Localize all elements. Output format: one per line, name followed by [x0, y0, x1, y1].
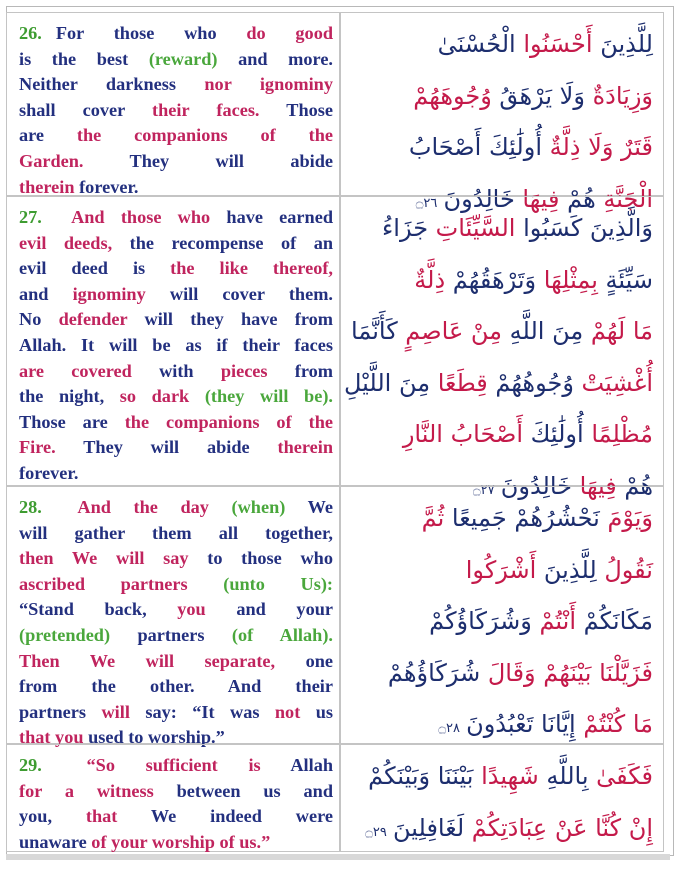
text-segment: that you	[19, 727, 84, 748]
text-segment: evil deed is	[19, 258, 171, 279]
arabic-segment: أُولَٰئِكَ	[523, 420, 584, 448]
arabic-segment: إِيَّانَا تَعْبُدُونَ	[466, 710, 576, 738]
text-segment: Allah	[260, 755, 333, 775]
text-segment: with	[159, 360, 221, 381]
english-line	[19, 779, 333, 805]
text-segment: We indeed were	[117, 806, 333, 827]
arabic-line	[351, 306, 653, 358]
text-segment: are	[19, 125, 77, 146]
text-segment: partners	[110, 624, 232, 645]
verse-number: 28.	[19, 497, 42, 517]
english-line	[19, 649, 333, 675]
arabic-segment: فَكَفَىٰ	[588, 762, 653, 790]
arabic-line	[351, 803, 653, 859]
arabic-cell-26	[341, 13, 663, 213]
text-segment: is the best	[19, 48, 149, 69]
english-line	[19, 674, 333, 700]
arabic-segment: خَالِدُونَ	[443, 184, 515, 213]
text-segment: therein	[277, 437, 333, 458]
arabic-segment: مِنَ اللَّهِ	[502, 317, 584, 345]
arabic-segment: شُرَكَاؤُهُمْ	[387, 658, 481, 687]
verse-number: 29.	[19, 755, 42, 775]
text-segment: We	[285, 497, 333, 517]
english-line	[19, 435, 333, 461]
arabic-segment: خَالِدُونَ	[500, 471, 573, 500]
text-segment: have earned	[210, 207, 333, 227]
arabic-line	[351, 596, 653, 648]
text-segment: No	[19, 309, 59, 330]
arabic-segment: أَنْتُمْ	[531, 607, 577, 635]
verse-end-marker: ۝٢٦	[415, 195, 442, 211]
arabic-line	[351, 255, 653, 307]
arabic-segment: نَقُولُ	[596, 555, 653, 584]
text-segment: so dark	[119, 386, 190, 407]
arabic-segment: عَنْ عِبَادَتِكُمْ	[464, 813, 588, 842]
arabic-segment: نَحْشُرُهُمْ	[506, 504, 600, 532]
arabic-segment: قِطَعًا	[430, 368, 488, 397]
arabic-segment: هُمْ	[616, 471, 653, 500]
text-segment: pieces	[220, 360, 268, 381]
arabic-segment: أُولَٰئِكَ أَصْحَابُ	[408, 133, 542, 161]
verse-end-marker: ۝٢٧	[473, 482, 499, 498]
text-segment: and your	[205, 599, 333, 620]
english-line	[19, 521, 333, 547]
text-segment: us	[300, 701, 334, 722]
text-segment: not	[274, 701, 301, 722]
english-line	[19, 256, 333, 282]
text-segment: the recompense of an	[112, 232, 333, 253]
arabic-segment: ذِلَّةٌ	[414, 265, 446, 294]
arabic-segment: بَيْنَنَا وَبَيْنَكُمْ	[368, 762, 474, 790]
english-line	[19, 597, 333, 623]
text-segment: Allah. It will be as if their faces	[19, 334, 333, 355]
text-segment: defender	[58, 309, 128, 330]
text-segment: partners	[19, 701, 102, 722]
english-line	[19, 753, 333, 779]
arabic-segment: جَمِيعًا	[444, 504, 507, 532]
arabic-segment: جَزَاءُ	[382, 214, 429, 242]
text-segment: the companions of the	[76, 125, 333, 146]
english-line	[19, 231, 333, 257]
text-segment: the night,	[19, 386, 120, 407]
english-cell-28	[7, 487, 341, 748]
text-segment: shall cover	[19, 99, 153, 120]
text-segment: used to worship.”	[83, 727, 225, 748]
english-line	[19, 830, 333, 856]
text-segment: And	[55, 207, 121, 227]
english-line	[19, 410, 333, 436]
text-segment: and	[19, 283, 73, 304]
text-segment: one	[275, 650, 333, 671]
arabic-segment: مُظْلِمًا	[583, 420, 653, 448]
arabic-segment: وُجُوهَهُمْ	[413, 81, 492, 110]
arabic-line	[343, 358, 653, 410]
arabic-line	[351, 203, 653, 255]
arabic-segment: الْحُسْنَىٰ	[437, 30, 516, 58]
english-line	[19, 495, 333, 521]
english-line	[19, 384, 333, 410]
arabic-segment: السَّيِّئَاتِ	[428, 214, 516, 242]
arabic-segment: شَهِيدًا	[473, 762, 539, 790]
text-segment: They will abide	[55, 437, 278, 458]
text-segment: (they will be).	[189, 386, 333, 407]
text-segment: from	[267, 360, 333, 381]
text-segment: for a witness	[19, 780, 154, 801]
text-segment: (unto Us):	[223, 573, 333, 594]
verse-row-26	[6, 12, 664, 213]
text-segment: you	[177, 599, 206, 620]
verse-end-marker: ۝٢٨	[438, 721, 465, 736]
english-line	[19, 282, 333, 308]
arabic-segment: مَا لَهُمْ	[583, 317, 653, 345]
arabic-segment: مَكَانَكُمْ	[576, 607, 653, 635]
arabic-segment: وَزِيَادَةٌ	[584, 81, 653, 110]
arabic-segment: سَيِّئَةٍ	[597, 265, 653, 294]
text-segment: between us and	[153, 780, 333, 801]
verse-row-28	[6, 486, 664, 748]
english-line	[19, 98, 333, 124]
arabic-line	[351, 493, 653, 545]
arabic-segment: قَتَرٌ وَلَا ذِلَّةٌ	[542, 133, 653, 161]
arabic-segment: مِنَ اللَّيْلِ	[343, 368, 431, 397]
text-segment: to those who	[188, 548, 333, 569]
text-segment: will they have from	[127, 309, 333, 330]
arabic-segment: بِاللَّهِ	[538, 762, 589, 790]
text-segment: the like thereof,	[170, 258, 333, 279]
arabic-cell-27	[341, 197, 663, 500]
arabic-segment: وَقَالَ	[480, 658, 536, 687]
text-segment: Garden.	[19, 150, 84, 171]
text-segment: the companions of the	[124, 411, 333, 432]
english-cell-29	[7, 745, 341, 851]
arabic-segment: لَغَافِلِينَ	[393, 813, 465, 842]
text-segment: “So sufficient is	[55, 755, 261, 775]
arabic-segment: وَشُرَكَاؤُكُمْ	[429, 607, 532, 635]
arabic-line	[351, 648, 653, 700]
text-segment: evil deeds,	[19, 232, 113, 253]
text-segment: (reward)	[148, 48, 218, 69]
text-segment: (when)	[231, 497, 286, 517]
arabic-line	[351, 751, 653, 803]
text-segment: Neither darkness	[19, 74, 205, 95]
arabic-segment: فِيهَا	[572, 471, 617, 500]
text-segment: Then We will separate,	[19, 650, 276, 671]
verse-row-27	[6, 196, 664, 500]
text-segment: nor ignominy	[204, 74, 333, 95]
arabic-line	[351, 409, 653, 461]
arabic-segment: أَشْرَكُوا	[465, 555, 537, 584]
text-segment: then We will say	[19, 548, 189, 569]
arabic-segment: مَا كُنْتُمْ	[575, 710, 653, 738]
arabic-segment: الْجَنَّةِ	[595, 184, 653, 213]
text-segment: ascribed partners	[19, 573, 224, 594]
text-segment: And the day	[55, 497, 232, 517]
text-segment: Fire.	[19, 437, 56, 458]
verse-number: 27.	[19, 207, 42, 227]
text-segment: their faces.	[152, 99, 260, 120]
arabic-segment: أُغْشِيَتْ	[573, 368, 653, 397]
text-segment: unaware	[19, 831, 92, 852]
text-segment: will	[101, 701, 130, 722]
english-line	[19, 47, 333, 73]
arabic-line	[351, 19, 653, 71]
text-segment: do good	[246, 23, 334, 43]
english-line	[19, 461, 333, 487]
arabic-segment: هُمْ	[559, 184, 596, 213]
text-segment: forever.	[74, 176, 139, 197]
english-line	[19, 205, 333, 231]
english-cell-26	[7, 13, 341, 195]
text-segment: you,	[19, 806, 86, 827]
verse-number: 26.	[19, 23, 42, 43]
arabic-segment: وَيَوْمَ	[599, 504, 653, 532]
text-segment: (of Allah).	[231, 624, 333, 645]
english-cell-27	[7, 197, 341, 485]
arabic-line	[351, 122, 653, 174]
english-line	[19, 21, 333, 47]
arabic-segment: وَتَرْهَقُهُمْ	[445, 265, 537, 294]
arabic-cell-29	[341, 745, 663, 851]
english-line	[19, 149, 333, 175]
arabic-segment: وَالَّذِينَ	[582, 214, 653, 242]
english-line	[19, 546, 333, 572]
verse-row-29	[6, 744, 664, 852]
arabic-line	[351, 545, 653, 597]
text-segment: say: “It was	[129, 701, 275, 722]
text-segment: “Stand back,	[19, 599, 178, 620]
english-line	[19, 700, 333, 726]
english-line	[19, 359, 333, 385]
text-segment: (pretended)	[19, 624, 111, 645]
english-line	[19, 572, 333, 598]
arabic-segment: إِنْ كُنَّا	[587, 813, 653, 842]
arabic-segment: بِمِثْلِهَا	[536, 265, 598, 294]
english-line	[19, 307, 333, 333]
arabic-segment: لِلَّذِينَ	[536, 555, 597, 584]
text-segment: forever.	[19, 462, 79, 483]
english-line	[19, 623, 333, 649]
text-segment: will cover them.	[145, 283, 333, 304]
text-segment: Those	[259, 99, 333, 120]
arabic-segment: كَسَبُوا	[515, 214, 583, 242]
text-segment: therein	[19, 176, 75, 197]
arabic-segment: أَحْسَنُوا	[515, 30, 593, 58]
arabic-segment: ثُمَّ	[421, 504, 445, 532]
text-segment: will gather them all together,	[19, 522, 333, 543]
arabic-segment: فِيهَا	[514, 184, 560, 213]
arabic-segment: كَأَنَّمَا	[351, 317, 398, 345]
arabic-segment: لِلَّذِينَ	[592, 30, 653, 58]
text-segment: and more.	[217, 48, 333, 69]
english-line	[19, 123, 333, 149]
text-segment: Those are	[19, 411, 125, 432]
english-line	[19, 72, 333, 98]
text-segment: of your worship of us.”	[91, 831, 271, 852]
text-segment: ignominy	[72, 283, 146, 304]
text-segment: are covered	[19, 360, 160, 381]
arabic-segment: مِنْ عَاصِمٍ	[397, 317, 503, 345]
verse-end-marker: ۝٢٩	[365, 824, 391, 840]
arabic-line	[351, 71, 653, 123]
text-segment: They will abide	[83, 150, 333, 171]
arabic-cell-28	[341, 487, 663, 743]
text-segment: those who	[120, 207, 211, 227]
text-segment: that	[85, 806, 118, 827]
arabic-segment: وَلَا يَرْهَقُ	[491, 81, 585, 110]
arabic-segment: فَزَيَّلْنَا بَيْنَهُمْ	[535, 658, 653, 687]
english-line	[19, 804, 333, 830]
text-segment: from the other. And their	[19, 676, 333, 697]
text-segment: For those who	[55, 23, 247, 43]
english-line	[19, 333, 333, 359]
arabic-segment: وُجُوهُهُمْ	[487, 368, 574, 397]
arabic-segment: أَصْحَابُ النَّارِ	[402, 420, 524, 448]
